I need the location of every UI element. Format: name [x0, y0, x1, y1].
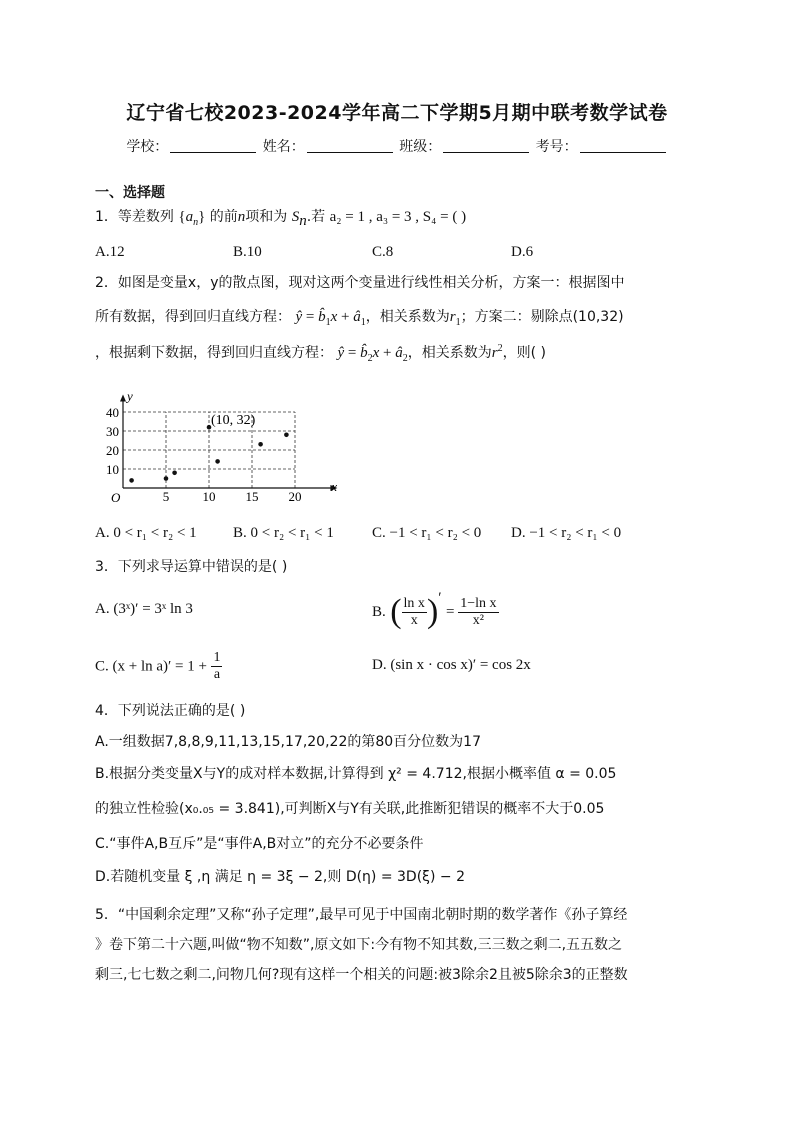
point-annotation: (10, 32)	[211, 413, 256, 429]
scatter-point	[172, 471, 177, 476]
section-heading: 一、选择题	[95, 185, 165, 201]
q5-line-1: 5．“中国剩余定理”又称“孙子定理”,最早可见于中国南北朝时期的数学著作《孙子算经	[95, 907, 628, 923]
q1-text: 1．等差数列	[95, 209, 174, 225]
q1-text-2: 的前	[209, 209, 238, 225]
frac-den: x	[410, 612, 418, 628]
r2-symbol: $r^2$	[491, 343, 503, 361]
q5-line-2: 》卷下第二十六题,叫做“物不知数”,原文如下:今有物不知其数,三三数之剩二,五五数之	[95, 937, 623, 953]
q2-line-3-text-c: ，则( )	[502, 345, 546, 361]
q3-b-frac-right	[458, 596, 498, 629]
q2-line-2-text-b: ，相关系数为	[365, 309, 450, 325]
q2-line-2	[95, 306, 624, 328]
frac-num: 1	[213, 650, 221, 665]
q2-option-c: C. −1 < r₁ < r₂ < 0	[372, 525, 482, 541]
y-tick-label: 40	[106, 405, 119, 420]
frac-num: 1−ln x	[460, 595, 497, 611]
y-tick-label: 20	[106, 443, 119, 458]
q2-line-2-text-c: ；方案二：剔除点(10,32)	[460, 309, 624, 325]
r1-symbol: $r_1$	[449, 309, 461, 328]
student-info-row	[0, 136, 794, 156]
name-label: 姓名：	[262, 139, 305, 155]
scatter-point	[215, 459, 220, 464]
y-tick-label: 30	[106, 424, 119, 439]
y-tick-label: 10	[106, 462, 119, 477]
q2-option-d: D. −1 < r₂ < r₁ < 0	[511, 525, 622, 541]
q2-line-2-text: 所有数据，得到回归直线方程：	[95, 309, 291, 325]
question-1: 1．等差数列 $\{a_n\}$ 的前n项和为 $S_n$.若 a₂ = 1 , a₃ = 3 , S₄ = ( )	[95, 209, 467, 229]
name-blank	[307, 152, 393, 153]
x-tick-label: 15	[245, 489, 259, 504]
q4-option-b-line-2: 的独立性检验(x₀.₀₅ = 3.841),可判断X与Y有关联,此推断犯错误的概率不大于0.05	[95, 801, 605, 817]
class-label: 班级：	[399, 139, 442, 155]
q3-option-a: A. (3ˣ)′ = 3ˣ ln 3	[95, 601, 193, 617]
q3-b-frac-left	[402, 596, 427, 629]
q1-option-d: D.6	[511, 244, 534, 260]
q3-option-c-text: C. (x + ln a)′ = 1 +	[95, 658, 207, 675]
q4-option-d: D.若随机变量 ξ ,η 满足 η = 3ξ − 2,则 D(η) = 3D(ξ) − 2	[95, 869, 465, 885]
x-tick-label: 5	[162, 489, 170, 504]
class-blank	[443, 152, 529, 153]
q1-text-4: 若	[311, 209, 326, 225]
q3-option-b-label: B.	[372, 604, 386, 620]
q5-line-3: 剩三,七七数之剩二,问物几何?现有这样一个相关的问题:被3除余2且被5除余3的正整数	[95, 967, 628, 983]
school-label: 学校：	[126, 139, 169, 155]
page-title: 辽宁省七校2023-2024学年高二下学期5月期中联考数学试卷	[126, 102, 668, 124]
scatter-point	[258, 442, 263, 447]
q2-line-3-text: ，根据剩下数据，得到回归直线方程：	[95, 345, 333, 361]
seq-braces: $\{a_n\}$	[178, 209, 206, 228]
q4-option-c: C.“事件A,B互斥”是“事件A,B对立”的充分不必要条件	[95, 836, 424, 852]
q4-option-a: A.一组数据7,8,8,9,11,13,15,17,20,22的第80百分位数为17	[95, 734, 481, 750]
q1-condition: a₂ = 1 , a₃ = 3 , S₄ = ( )	[329, 209, 467, 225]
q3-option-d: D. (sin x · cos x)′ = cos 2x	[372, 657, 531, 673]
q2-line-3-text-b: ，相关系数为	[407, 345, 492, 361]
q1-option-c: C.8	[372, 244, 394, 260]
q3-text: 3．下列求导运算中错误的是( )	[95, 559, 288, 575]
x-tick-label: 20	[288, 489, 302, 504]
q1-text-3: 项和为	[245, 209, 288, 225]
q3-option-b: B. ( $\frac{\text{ln x}}{x}$ )′ = $\frac{\text{1−ln x}}{\text{x²}}$	[372, 590, 497, 630]
x-axis-label: x	[331, 479, 338, 494]
id-blank	[580, 152, 666, 153]
q4-text: 4．下列说法正确的是( )	[95, 703, 246, 719]
q1-option-a: A.12	[95, 244, 125, 260]
scatter-point	[164, 476, 169, 481]
q2-option-a: A. 0 < r₁ < r₂ < 1	[95, 525, 197, 541]
id-label: 考号：	[535, 139, 578, 155]
q2-line-3	[95, 342, 546, 364]
y-axis-label: y	[127, 388, 133, 404]
q3-option-c	[95, 650, 222, 683]
school-blank	[170, 152, 256, 153]
frac-num: ln x	[403, 595, 425, 611]
q3-c-frac	[211, 650, 222, 683]
x-tick-label: 10	[202, 489, 216, 504]
q2-line-1: 2．如图是变量x，y的散点图，现对这两个变量进行线性相关分析，方案一：根据图中	[95, 275, 625, 291]
q1-option-b: B.10	[233, 244, 262, 260]
q4-option-b-line-1: B.根据分类变量X与Y的成对样本数据,计算得到 χ² = 4.712,根据小概率值 α = 0.05	[95, 766, 617, 782]
scatter-point	[129, 478, 134, 483]
frac-den: a	[213, 667, 221, 682]
regression-eq-2: ŷ = $b̂_2x$ + $â_2$	[337, 345, 408, 364]
y-axis-arrow	[120, 395, 126, 402]
origin-label: O	[111, 490, 121, 505]
frac-den: x²	[472, 612, 484, 628]
regression-eq-1: ŷ = $b̂_1x$ + $â_1$	[295, 309, 366, 328]
scatter-plot	[95, 380, 355, 510]
scatter-point	[284, 433, 289, 438]
q2-option-b: B. 0 < r₂ < r₁ < 1	[233, 525, 334, 541]
